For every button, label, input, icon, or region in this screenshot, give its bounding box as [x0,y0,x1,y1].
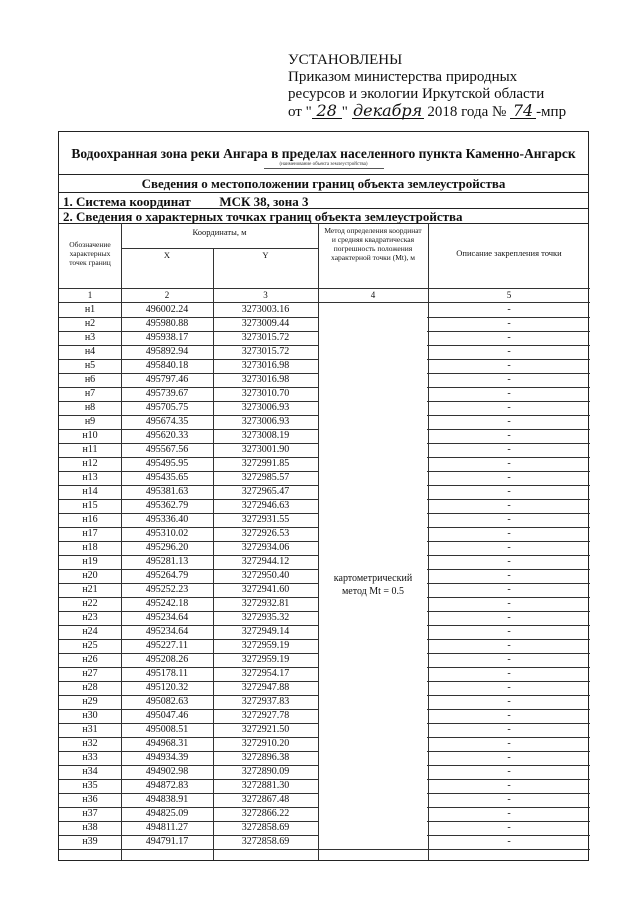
x-cell: 495234.64 [145,612,189,623]
point-cell: н33 [82,752,98,763]
point-cell: н13 [82,472,98,483]
description-cell: - [507,682,511,693]
column-number: 1 [87,290,93,300]
description-cell: - [507,318,511,329]
description-cell: - [507,668,511,679]
point-cell: н30 [82,710,98,721]
x-cell: 495567.56 [145,444,189,455]
description-cell: - [507,430,511,441]
y-cell: 3272947.88 [241,682,290,693]
header-method: Метод определения координат и средняя квадратическая погрешность положения характерной точки (Mt), м [324,226,422,262]
point-cell: н38 [82,822,98,833]
point-cell: н29 [82,696,98,707]
description-cell: - [507,794,511,805]
point-cell: н11 [82,444,98,455]
title-note: (наименование объекта землеустройства) [279,162,368,167]
x-cell: 495980.88 [145,318,189,329]
description-cell: - [507,374,511,385]
description-cell: - [507,654,511,665]
y-cell: 3272959.19 [241,654,290,665]
method-value-line2: метод Mt = 0.5 [341,586,405,597]
y-cell: 3272934.06 [241,542,290,553]
approval-title: УСТАНОВЛЕНЫ [288,52,403,68]
x-cell: 495938.17 [145,332,189,343]
document-title: Водоохранная зона реки Ангара в пределах населенного пункта Каменно-Ангарск [71,146,576,161]
point-cell: н3 [84,332,96,343]
x-cell: 495208.26 [145,654,189,665]
y-cell: 3272944.12 [241,556,290,567]
y-cell: 3273015.72 [241,332,290,343]
x-cell: 494934.39 [145,752,189,763]
point-cell: н19 [82,556,98,567]
description-cell: - [507,458,511,469]
approval-from-prefix: от " [288,104,312,120]
point-cell: н14 [82,486,98,497]
y-cell: 3272954.17 [241,668,290,679]
point-cell: н18 [82,542,98,553]
point-cell: н5 [84,360,96,371]
x-cell: 495227.11 [145,640,189,651]
point-cell: н32 [82,738,98,749]
description-cell: - [507,416,511,427]
description-cell: - [507,598,511,609]
description-cell: - [507,570,511,581]
description-cell: - [507,388,511,399]
point-cell: н28 [82,682,98,693]
point-cell: н26 [82,654,98,665]
method-value-line1: картометрический [333,573,413,584]
y-cell: 3273016.98 [241,360,290,371]
point-cell: н37 [82,808,98,819]
point-cell: н7 [84,388,96,399]
header-point: Обозначение характерных точек границ [69,240,111,267]
description-cell: - [507,556,511,567]
y-cell: 3272935.32 [241,612,290,623]
description-cell: - [507,752,511,763]
y-cell: 3273015.72 [241,346,290,357]
header-x: X [163,250,171,260]
point-cell: н23 [82,612,98,623]
x-cell: 495739.67 [145,388,189,399]
point-cell: н22 [82,598,98,609]
point-cell: н25 [82,640,98,651]
description-cell: - [507,304,511,315]
x-cell: 495120.32 [145,682,189,693]
x-cell: 494872.83 [145,780,189,791]
description-cell: - [507,822,511,833]
y-cell: 3272890.09 [241,766,290,777]
description-cell: - [507,528,511,539]
description-cell: - [507,584,511,595]
approval-number-handwritten: 74 [510,103,536,119]
y-cell: 3272927.78 [241,710,290,721]
point-cell: н20 [82,570,98,581]
approval-block [288,52,566,121]
description-cell: - [507,500,511,511]
y-cell: 3272946.63 [241,500,290,511]
description-cell: - [507,360,511,371]
description-cell: - [507,836,511,847]
y-cell: 3272866.22 [241,808,290,819]
x-cell: 495047.46 [145,710,189,721]
coord-system-value: МСК 38, зона 3 [219,194,309,209]
description-cell: - [507,472,511,483]
approval-suffix: -мпр [536,104,567,120]
y-cell: 3272959.19 [241,640,290,651]
x-cell: 495252.23 [145,584,189,595]
description-cell: - [507,710,511,721]
description-cell: - [507,346,511,357]
point-cell: н39 [82,836,98,847]
y-cell: 3272921.50 [241,724,290,735]
point-cell: н16 [82,514,98,525]
column-number: 2 [164,290,170,300]
x-cell: 495435.65 [145,472,189,483]
x-cell: 495310.02 [145,528,189,539]
y-cell: 3273009.44 [241,318,290,329]
x-cell: 494825.09 [145,808,189,819]
x-cell: 495797.46 [145,374,189,385]
y-cell: 3272881.30 [241,780,290,791]
point-cell: н8 [84,402,96,413]
y-cell: 3273003.16 [241,304,290,315]
point-cell: н17 [82,528,98,539]
point-cell: н1 [84,304,96,315]
y-cell: 3272949.14 [241,626,290,637]
y-cell: 3272937.83 [241,696,290,707]
points-heading: 2. Сведения о характерных точках границ объекта землеустройства [63,209,463,224]
approval-date-line [288,103,566,121]
y-cell: 3272858.69 [241,822,290,833]
y-cell: 3273006.93 [241,416,290,427]
description-cell: - [507,332,511,343]
approval-order-line2: ресурсов и экологии Иркутской области [288,86,545,102]
point-cell: н6 [84,374,96,385]
point-cell: н9 [84,416,96,427]
point-cell: н27 [82,668,98,679]
description-cell: - [507,486,511,497]
y-cell: 3272950.40 [241,570,290,581]
y-cell: 3272941.60 [241,584,290,595]
description-cell: - [507,542,511,553]
x-cell: 494902.98 [145,766,189,777]
point-cell: н10 [82,430,98,441]
description-cell: - [507,808,511,819]
point-cell: н35 [82,780,98,791]
x-cell: 494968.31 [145,738,189,749]
point-cell: н21 [82,584,98,595]
title-underline [264,168,384,169]
x-cell: 495264.79 [145,570,189,581]
description-cell: - [507,766,511,777]
y-cell: 3273006.93 [241,402,290,413]
approval-quote-close: " [341,104,348,120]
x-cell: 495892.94 [145,346,189,357]
approval-year: 2018 года № [427,104,507,120]
divider [59,174,588,175]
column-number: 4 [370,290,376,300]
point-cell: н15 [82,500,98,511]
header-divider [59,288,590,289]
x-cell: 495620.33 [145,430,189,441]
x-cell: 495840.18 [145,360,189,371]
y-cell: 3272991.85 [241,458,290,469]
approval-day-handwritten: 28 [312,103,342,119]
x-cell: 495281.13 [145,556,189,567]
description-cell: - [507,402,511,413]
y-cell: 3272932.81 [241,598,290,609]
y-cell: 3272910.20 [241,738,290,749]
y-cell: 3272896.38 [241,752,290,763]
x-cell: 495178.11 [145,668,189,679]
y-cell: 3273010.70 [241,388,290,399]
description-cell: - [507,612,511,623]
x-cell: 494838.91 [145,794,189,805]
column-number: 5 [506,290,512,300]
x-cell: 495008.51 [145,724,189,735]
x-cell: 494791.17 [145,836,189,847]
point-cell: н36 [82,794,98,805]
y-cell: 3272867.48 [241,794,290,805]
description-cell: - [507,444,511,455]
y-cell: 3272965.47 [241,486,290,497]
approval-month-handwritten: декабря [352,101,423,120]
x-cell: 495336.40 [145,514,189,525]
description-cell: - [507,738,511,749]
document-frame [58,131,589,861]
x-cell: 495362.79 [145,500,189,511]
description-cell: - [507,626,511,637]
x-cell: 495242.18 [145,598,189,609]
y-cell: 3273001.90 [241,444,290,455]
description-cell: - [507,640,511,651]
coord-system-label: 1. Система координат [63,194,191,209]
description-cell: - [507,780,511,791]
header-y: Y [262,250,269,260]
x-cell: 495705.75 [145,402,189,413]
method-value [318,572,428,598]
y-cell: 3273016.98 [241,374,290,385]
description-cell: - [507,696,511,707]
column-number: 3 [263,290,268,300]
x-cell: 495082.63 [145,696,189,707]
divider [59,223,588,224]
point-cell: н4 [84,346,96,357]
description-cell: - [507,724,511,735]
divider [59,192,588,193]
x-cell: 495495.95 [145,458,189,469]
y-cell: 3273008.19 [241,430,290,441]
y-cell: 3272931.55 [241,514,290,525]
x-cell: 494811.27 [145,822,189,833]
y-cell: 3272985.57 [241,472,290,483]
x-cell: 495381.63 [145,486,189,497]
x-cell: 495296.20 [145,542,189,553]
x-cell: 496002.24 [145,304,189,315]
approval-order-line1: Приказом министерства природных [288,69,518,85]
point-cell: н2 [84,318,96,329]
y-cell: 3272926.53 [241,528,290,539]
header-coords: Координаты, м [192,227,247,237]
header-description: Описание закрепления точки [456,248,562,258]
description-cell: - [507,514,511,525]
point-cell: н12 [82,458,98,469]
y-cell: 3272858.69 [241,836,290,847]
x-cell: 495234.64 [145,626,189,637]
point-cell: н31 [82,724,98,735]
point-cell: н24 [82,626,98,637]
x-cell: 495674.35 [145,416,189,427]
header-divider [121,248,318,249]
point-cell: н34 [82,766,98,777]
section-info-heading: Сведения о местоположении границ объекта землеустройства [141,176,506,191]
